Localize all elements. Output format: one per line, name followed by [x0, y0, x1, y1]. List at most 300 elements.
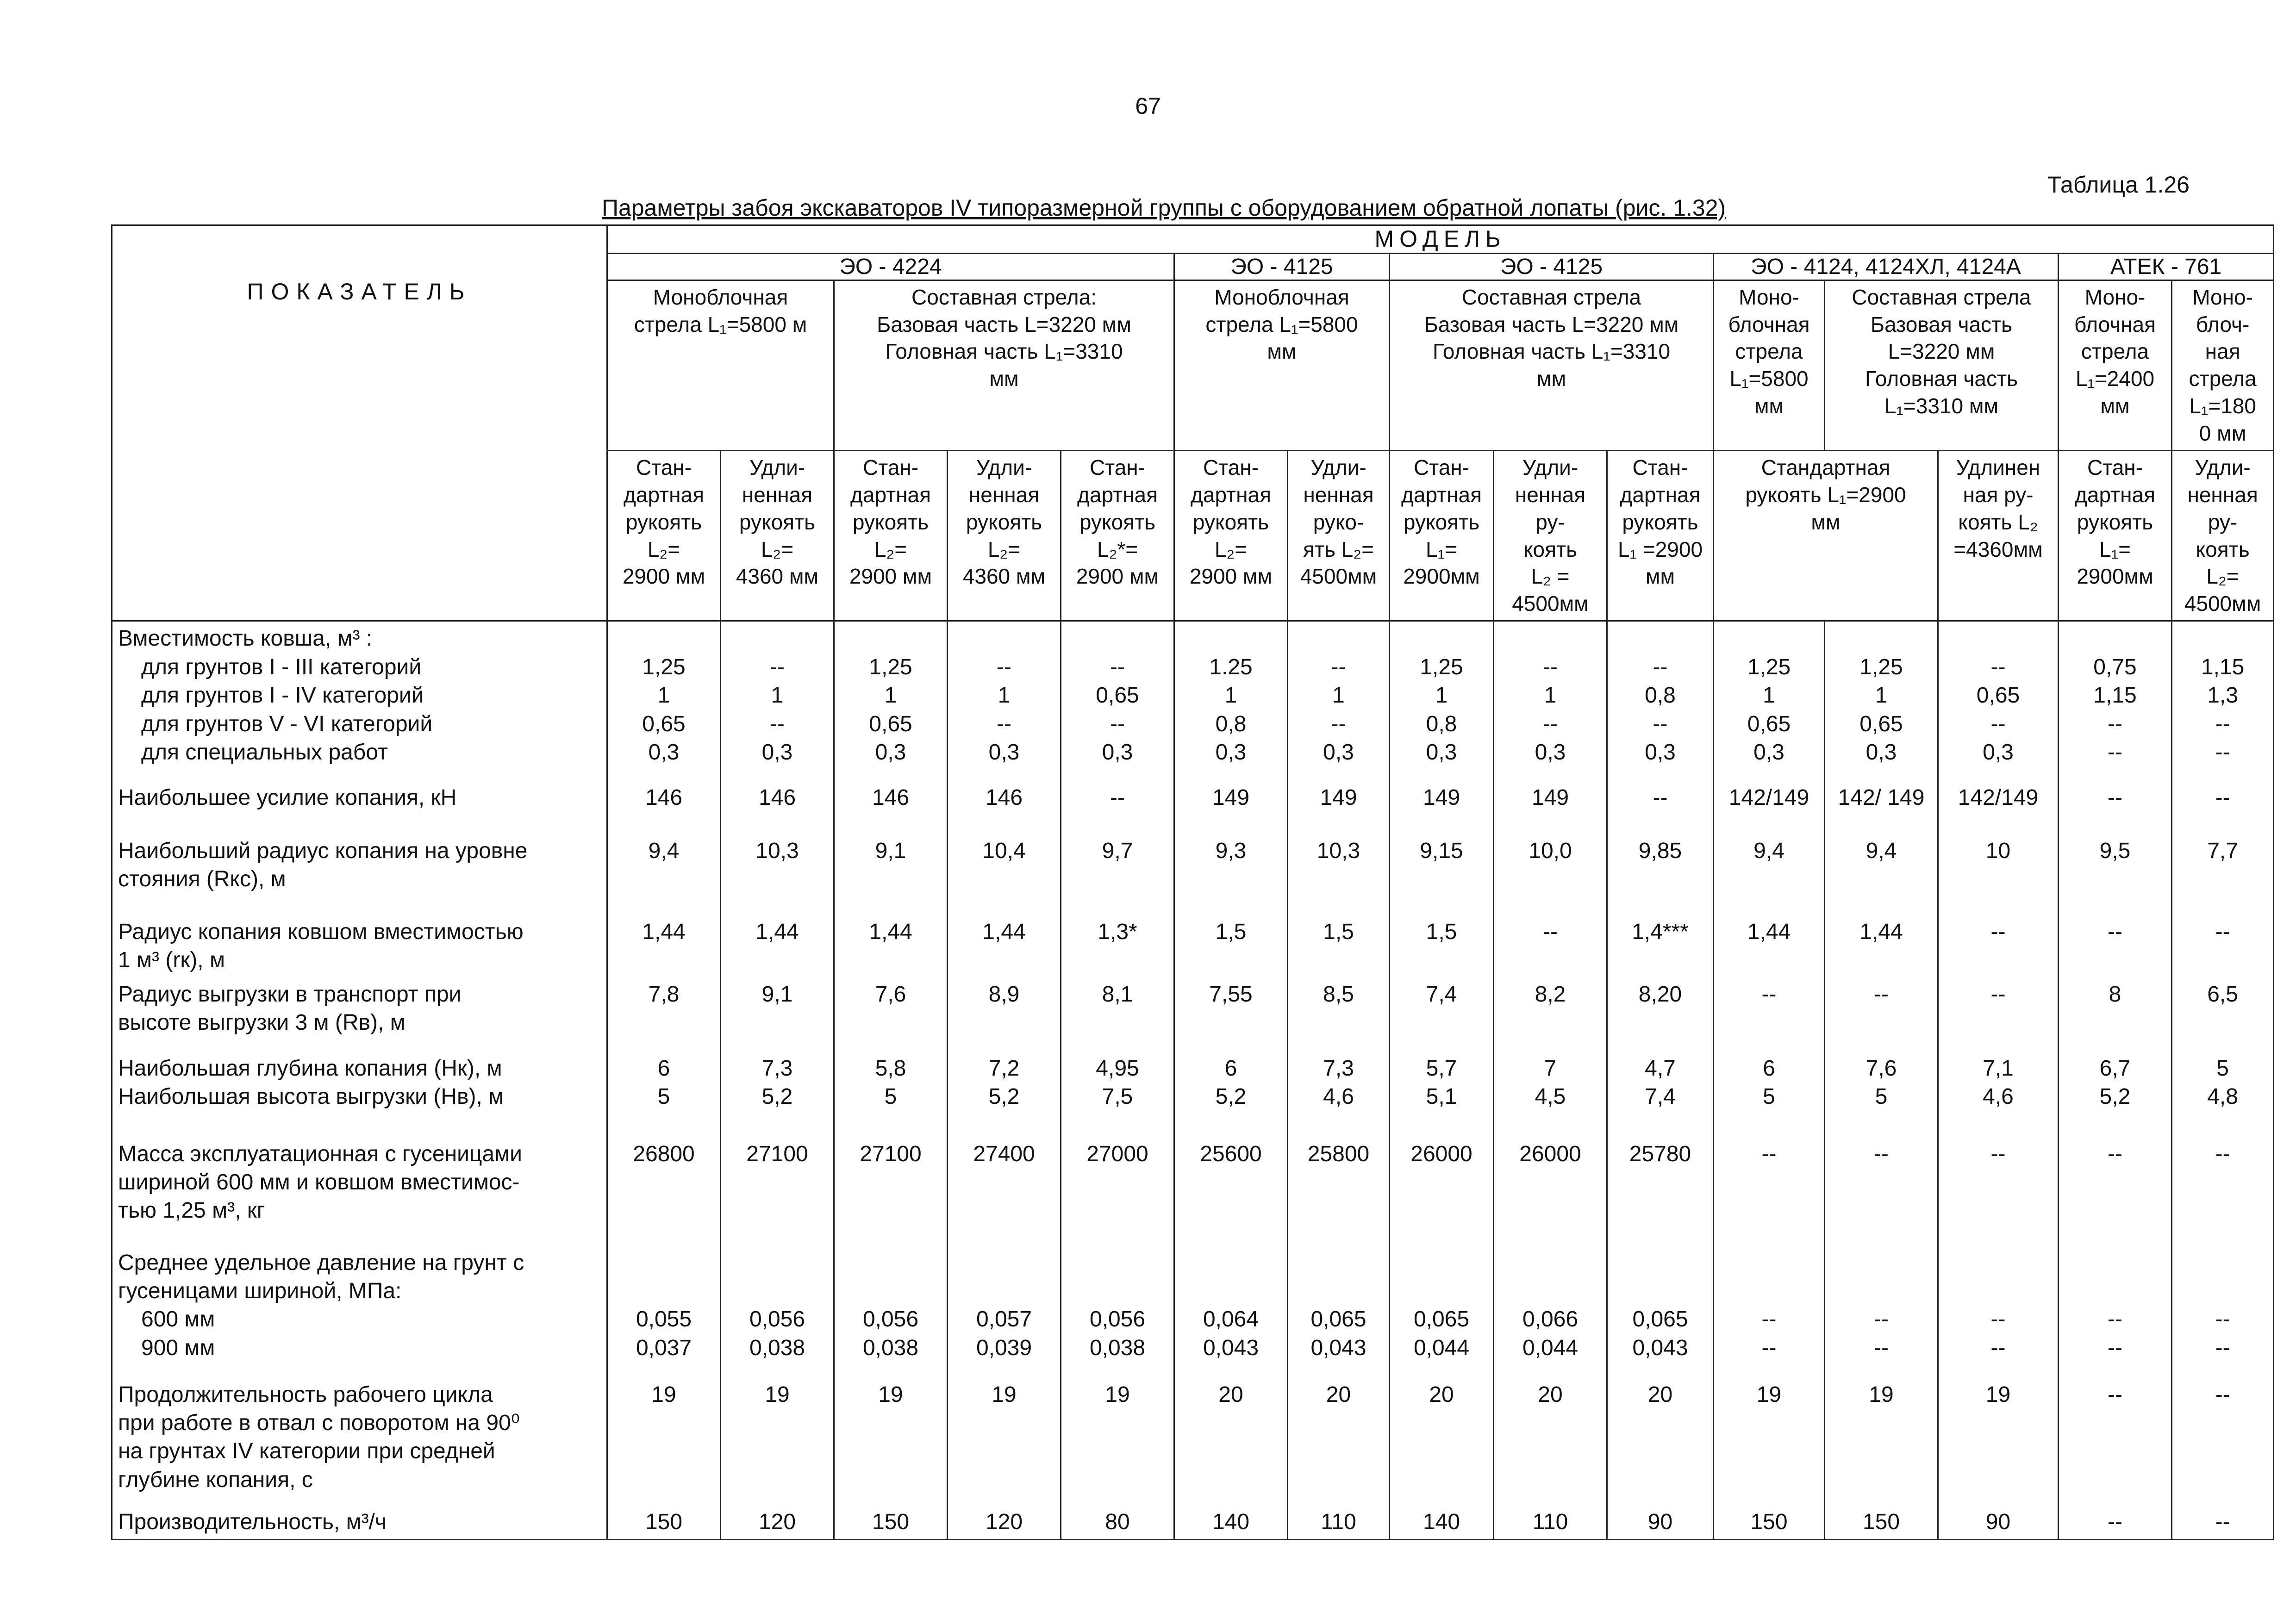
value-cell: [1938, 621, 2059, 781]
value: 1,5: [1215, 919, 1247, 944]
value-cell: [1938, 1505, 2059, 1540]
value-cell: [2172, 1246, 2274, 1378]
value-spacer: [610, 1249, 718, 1277]
table-header: [112, 225, 2274, 621]
value: 149: [1212, 785, 1250, 810]
value: 1,25: [1747, 654, 1791, 679]
value-spacer: [1496, 1249, 1604, 1277]
arm-type-line: 2900мм: [2077, 564, 2153, 589]
value-cell: [1714, 977, 1825, 1052]
value-cell: [2059, 1137, 2172, 1246]
value-cell: [1174, 1246, 1288, 1378]
value: 0,3: [875, 740, 906, 765]
parameter-row: [112, 834, 2274, 915]
value-spacer: [1177, 1249, 1285, 1277]
value: --: [1990, 1307, 2006, 1332]
value: 5: [657, 1084, 670, 1109]
arm-type-line: 4500мм: [1512, 591, 1589, 616]
value-cell: [1714, 781, 1825, 834]
value-cell: [1061, 1246, 1174, 1378]
arm-type-line: дартная: [624, 482, 704, 507]
value-cell: [1607, 834, 1714, 915]
value-cell: [2059, 1505, 2172, 1540]
boom-type-line: стрела: [2189, 367, 2257, 391]
value-cell: [1607, 1505, 1714, 1540]
value: 1: [771, 683, 784, 708]
value-spacer: [2061, 1249, 2169, 1277]
value-cell: [1288, 781, 1390, 834]
value: 7,6: [875, 982, 906, 1007]
value-cell: [1494, 1505, 1607, 1540]
value: 4,5: [1535, 1084, 1566, 1109]
boom-type-line: стрела L₁=5800 м: [634, 312, 807, 336]
value: --: [2108, 711, 2122, 736]
arm-type-line: L₂=: [761, 537, 794, 561]
parameter-row: [112, 1246, 2274, 1378]
value-spacer: [2174, 624, 2271, 653]
value: 110: [1532, 1509, 1568, 1534]
boom-type-line: стрела: [2081, 339, 2149, 364]
arm-type-line: ная ру-: [1963, 482, 2034, 507]
parameter-sub-label: для грунтов I - IV категорий: [141, 683, 424, 708]
value-spacer: [2174, 1249, 2271, 1277]
value-cell: [948, 1378, 1061, 1505]
value-cell: [1061, 915, 1174, 977]
value-cell: [1938, 977, 2059, 1052]
value-cell: [1825, 977, 1938, 1052]
value: --: [1761, 1141, 1777, 1166]
value-cell: [607, 834, 721, 915]
value-cell: [1494, 1137, 1607, 1246]
boom-type: [2059, 280, 2172, 450]
value-cell: [1390, 1246, 1494, 1378]
parameter-label-line: Наибольшее усилие копания, кН: [118, 785, 457, 810]
value: 7,3: [1323, 1056, 1354, 1081]
arm-type-line: коять: [2196, 537, 2250, 561]
value: 25800: [1307, 1141, 1370, 1166]
value: 1,25: [642, 654, 686, 679]
arm-type-line: руко-: [1313, 510, 1364, 534]
value: --: [1761, 1335, 1777, 1360]
parameter-row: [112, 977, 2274, 1052]
boom-type-line: ная: [2205, 339, 2240, 364]
value: 1,25: [1420, 654, 1463, 679]
value: 0,3: [1323, 740, 1354, 765]
value: --: [1761, 982, 1777, 1007]
boom-type-line: L₁=3310 мм: [1884, 394, 1999, 418]
value-cell: [1288, 1052, 1390, 1137]
arm-type-line: Удли-: [1310, 455, 1366, 479]
value-spacer: [1063, 1249, 1172, 1277]
value-cell: [1061, 834, 1174, 915]
value-cell: [607, 781, 721, 834]
parameter-label-line: Наибольший радиус копания на уровне: [118, 838, 528, 863]
value: 1,15: [2201, 654, 2245, 679]
value-cell: [1174, 834, 1288, 915]
value: 20: [1429, 1382, 1454, 1407]
parameter-label-line: 1 м³ (rк), м: [118, 948, 225, 973]
boom-type-line: L₁=2400: [2075, 367, 2155, 391]
value-cell: [1607, 1378, 1714, 1505]
arm-type: [1061, 450, 1174, 621]
arm-type-line: ненная: [1303, 482, 1374, 507]
arm-type-line: рукоять: [1622, 510, 1698, 534]
page-number: 67: [1135, 93, 1161, 119]
value: 150: [1862, 1509, 1900, 1534]
arm-type-line: L₂*=: [1097, 537, 1138, 561]
value-cell: [834, 977, 948, 1052]
arm-type-line: коять L₂: [1958, 510, 2038, 534]
value-cell: [1938, 1378, 2059, 1505]
value-cell: [1938, 834, 2059, 915]
value: 120: [758, 1509, 796, 1534]
value: 19: [878, 1382, 903, 1407]
value: 0,3: [1215, 740, 1247, 765]
arm-type-line: 2900мм: [1403, 564, 1480, 589]
boom-type-line: мм: [1267, 339, 1297, 364]
arm-type-line: рукоять: [852, 510, 929, 534]
arm-type-line: ненная: [1515, 482, 1586, 507]
value: 1,44: [755, 919, 799, 944]
value-spacer: [1392, 1249, 1491, 1277]
boom-type-line: мм: [989, 367, 1019, 391]
value: 5: [1763, 1084, 1775, 1109]
value-cell: [834, 1505, 948, 1540]
value: 0,3: [1866, 740, 1897, 765]
parameter-label-line: при работе в отвал с поворотом на 90⁰: [118, 1411, 520, 1435]
value: 0,3: [1426, 740, 1457, 765]
value-spacer: [950, 624, 1058, 653]
arm-type-line: L₂=: [987, 537, 1021, 561]
boom-type-line: Головная часть L₁=3310: [1432, 339, 1671, 364]
parameter-label: [112, 1052, 607, 1137]
value: 7,6: [1866, 1056, 1897, 1081]
value-cell: [1288, 834, 1390, 915]
value-spacer: [1177, 624, 1285, 653]
value: 4,7: [1645, 1056, 1676, 1081]
arm-type-line: L₂=: [2206, 564, 2239, 589]
value-cell: [1390, 834, 1494, 915]
value-cell: [1714, 1137, 1825, 1246]
arm-type-line: Стан-: [1413, 455, 1470, 479]
value-cell: [2059, 834, 2172, 915]
value-cell: [2059, 1378, 2172, 1505]
value-spacer: [1290, 1277, 1387, 1305]
value: 0,065: [1413, 1307, 1470, 1332]
parameter-label: [112, 781, 607, 834]
value: --: [1543, 654, 1558, 679]
value: 5,2: [761, 1084, 793, 1109]
value: 19: [1869, 1382, 1894, 1407]
value-cell: [1061, 1378, 1174, 1505]
value-cell: [721, 915, 834, 977]
value-cell: [2172, 915, 2274, 977]
parameter-sub-label: 900 мм: [141, 1335, 215, 1360]
value: --: [2215, 1382, 2230, 1407]
value-cell: [1174, 1378, 1288, 1505]
value-cell: [721, 781, 834, 834]
value: 142/ 149: [1838, 785, 1925, 810]
value: 1,5: [1426, 919, 1457, 944]
arm-type-line: рукоять: [1192, 510, 1269, 534]
parameter-label: [112, 1505, 607, 1540]
value: 0,043: [1203, 1335, 1259, 1360]
value: 7,3: [761, 1056, 793, 1081]
arm-type-line: ненная: [742, 482, 813, 507]
value: --: [2215, 1307, 2230, 1332]
value: 149: [1531, 785, 1569, 810]
value: 1,4***: [1632, 919, 1689, 944]
value: 7,55: [1209, 982, 1253, 1007]
value: --: [2108, 740, 2122, 765]
value: 0,056: [1089, 1307, 1146, 1332]
value: 19: [1105, 1382, 1130, 1407]
value: 5,2: [988, 1084, 1020, 1109]
value: --: [1990, 982, 2006, 1007]
value: --: [2108, 1335, 2122, 1360]
parameters-table: [111, 224, 2274, 1540]
value-spacer: [723, 1277, 831, 1305]
arm-type: [1607, 450, 1714, 621]
parameter-label-line: Наибольшая глубина копания (Нк), м: [118, 1056, 502, 1081]
value: --: [1761, 1307, 1777, 1332]
value-cell: [1174, 1137, 1288, 1246]
value-cell: [721, 834, 834, 915]
value: 4,6: [1323, 1084, 1354, 1109]
value-cell: [2172, 1052, 2274, 1137]
value: --: [2215, 711, 2230, 736]
value-cell: [721, 1378, 834, 1505]
value: --: [2108, 1307, 2122, 1332]
value: 0,056: [862, 1307, 919, 1332]
arm-type-line: рукоять L₁=2900: [1745, 482, 1906, 507]
parameter-sub-label: 600 мм: [141, 1307, 215, 1332]
value-cell: [607, 1378, 721, 1505]
table-label: Таблица 1.26: [2047, 172, 2190, 198]
value-spacer: [1063, 1277, 1172, 1305]
value: 0,057: [976, 1307, 1032, 1332]
value: 8,2: [1535, 982, 1566, 1007]
value: --: [1874, 1335, 1889, 1360]
value-cell: [1494, 1052, 1607, 1137]
model-name: ЭО - 4125: [1174, 253, 1390, 280]
value: 146: [985, 785, 1023, 810]
arm-type-line: L₂=: [874, 537, 907, 561]
parameter-label: [112, 977, 607, 1052]
value: 7,1: [1983, 1056, 2014, 1081]
value: 0,65: [642, 711, 686, 736]
arm-type-line: ненная: [968, 482, 1040, 507]
value-cell: [2059, 1246, 2172, 1378]
value-cell: [1390, 1137, 1494, 1246]
value-cell: [721, 1052, 834, 1137]
parameter-row: [112, 1378, 2274, 1505]
value: 0,3: [1102, 740, 1133, 765]
value-cell: [948, 621, 1061, 781]
value: 1,25: [1859, 654, 1903, 679]
value-cell: [2059, 1052, 2172, 1137]
value: 5,2: [2099, 1084, 2131, 1109]
value: --: [997, 654, 1011, 679]
value: --: [2215, 1335, 2230, 1360]
boom-type-line: Моноблочная: [1214, 285, 1349, 309]
value-cell: [2059, 621, 2172, 781]
value: 120: [985, 1509, 1023, 1534]
value: 0,043: [1310, 1335, 1366, 1360]
arm-type-line: Стан-: [1089, 455, 1146, 479]
boom-type-line: мм: [2100, 394, 2130, 418]
value-cell: [1714, 1378, 1825, 1505]
value: 5,7: [1426, 1056, 1457, 1081]
value-spacer: [2061, 624, 2169, 653]
value: --: [2215, 919, 2230, 944]
value-spacer: [1610, 1277, 1711, 1305]
value: 1,44: [982, 919, 1026, 944]
value: --: [2215, 1141, 2230, 1166]
value: 0,3: [1645, 740, 1676, 765]
value-cell: [1061, 781, 1174, 834]
value: --: [2215, 740, 2230, 765]
value-spacer: [610, 1277, 718, 1305]
value: 19: [1756, 1382, 1782, 1407]
arm-type: [2172, 450, 2274, 621]
value-cell: [607, 915, 721, 977]
value: 0,75: [2093, 654, 2137, 679]
arm-type-line: L₂=: [647, 537, 680, 561]
value: 9,5: [2099, 838, 2131, 863]
value: 10: [1985, 838, 2011, 863]
boom-type-line: Базовая часть L=3220 мм: [1424, 312, 1679, 336]
value: 1,44: [642, 919, 686, 944]
parameter-label: [112, 1246, 607, 1378]
value-spacer: [1940, 1277, 2056, 1305]
value-cell: [1938, 1052, 2059, 1137]
value: --: [1874, 982, 1889, 1007]
value-spacer: [1610, 624, 1711, 653]
value: 0,3: [761, 740, 793, 765]
parameter-label-line: Радиус выгрузки в транспорт при: [118, 982, 462, 1007]
value-spacer: [1716, 624, 1822, 653]
boom-type-line: L=3220 мм: [1888, 339, 1995, 364]
arm-type-line: Удлинен: [1956, 455, 2040, 479]
parameter-label: [112, 621, 607, 781]
parameter-label: [112, 915, 607, 977]
value-cell: [607, 977, 721, 1052]
value-cell: [1825, 1505, 1938, 1540]
value-cell: [1174, 781, 1288, 834]
value: 27100: [860, 1141, 922, 1166]
value: 0,65: [869, 711, 912, 736]
model-name: ЭО - 4125: [1390, 253, 1714, 280]
value: --: [1653, 711, 1668, 736]
value: 7,8: [648, 982, 680, 1007]
value-spacer: [1290, 624, 1387, 653]
value-spacer: [1177, 1277, 1285, 1305]
value-cell: [1494, 915, 1607, 977]
value: 5,8: [875, 1056, 906, 1081]
value: 8,1: [1102, 982, 1133, 1007]
value-spacer: [1063, 624, 1172, 653]
value: 80: [1105, 1509, 1130, 1534]
value-cell: [948, 834, 1061, 915]
value: --: [1990, 1141, 2006, 1166]
arm-type-line: рукоять: [739, 510, 816, 534]
arm-type-line: 2900 мм: [849, 564, 932, 589]
value-cell: [948, 1505, 1061, 1540]
value: --: [1331, 654, 1346, 679]
value: 1: [657, 683, 670, 708]
value-cell: [721, 1505, 834, 1540]
value-cell: [1061, 1052, 1174, 1137]
value: 1: [1332, 683, 1345, 708]
value: 4,95: [1096, 1056, 1139, 1081]
value-spacer: [1827, 1249, 1935, 1277]
value: --: [770, 654, 785, 679]
pokazatel-header: ПОКАЗАТЕЛЬ: [112, 225, 607, 621]
arm-type: [948, 450, 1061, 621]
value-cell: [1714, 1246, 1825, 1378]
value: 9,3: [1215, 838, 1247, 863]
value: 7: [1544, 1056, 1557, 1081]
value-spacer: [1827, 624, 1935, 653]
value-cell: [1288, 621, 1390, 781]
value-cell: [1390, 1378, 1494, 1505]
value: 27000: [1086, 1141, 1148, 1166]
value-cell: [834, 621, 948, 781]
value: 0,65: [1859, 711, 1903, 736]
arm-type-line: 4500мм: [2184, 591, 2261, 616]
arm-type: [2059, 450, 2172, 621]
arm-type-line: дартная: [1401, 482, 1482, 507]
value: 20: [1538, 1382, 1563, 1407]
arm-type-line: Стан-: [1632, 455, 1688, 479]
value: 0,066: [1522, 1307, 1578, 1332]
value-cell: [948, 781, 1061, 834]
value: 9,4: [1753, 838, 1784, 863]
arm-type: [1174, 450, 1288, 621]
value-cell: [834, 1052, 948, 1137]
value-cell: [1061, 1137, 1174, 1246]
boom-type-line: Составная стрела: [1852, 285, 2031, 309]
model-name: АТЕК - 761: [2059, 253, 2274, 280]
parameter-label-line: тью 1,25 м³, кг: [118, 1198, 265, 1223]
boom-type: [607, 280, 834, 450]
arm-type-line: 4360 мм: [736, 564, 819, 589]
value: --: [1874, 1141, 1889, 1166]
value: 5: [2216, 1056, 2229, 1081]
value: 0,038: [862, 1335, 919, 1360]
arm-type-line: L₂ =: [1531, 564, 1570, 589]
value: 146: [872, 785, 910, 810]
boom-type-line: L₁=180: [2189, 394, 2256, 418]
value: 27100: [746, 1141, 808, 1166]
parameter-label-line: Радиус копания ковшом вместимостью: [118, 919, 524, 944]
value-spacer: [836, 624, 945, 653]
value-cell: [1174, 1505, 1288, 1540]
value-cell: [721, 1246, 834, 1378]
arm-type: [607, 450, 721, 621]
value: 6: [1224, 1056, 1237, 1081]
value-cell: [1174, 915, 1288, 977]
value-cell: [1174, 1052, 1288, 1137]
value-spacer: [1940, 624, 2056, 653]
parameter-label-line: стояния (Rкс), м: [118, 867, 286, 892]
value-cell: [1714, 1505, 1825, 1540]
parameter-row: [112, 915, 2274, 977]
value-cell: [1288, 1246, 1390, 1378]
value-cell: [1390, 977, 1494, 1052]
value: 0,044: [1522, 1335, 1578, 1360]
